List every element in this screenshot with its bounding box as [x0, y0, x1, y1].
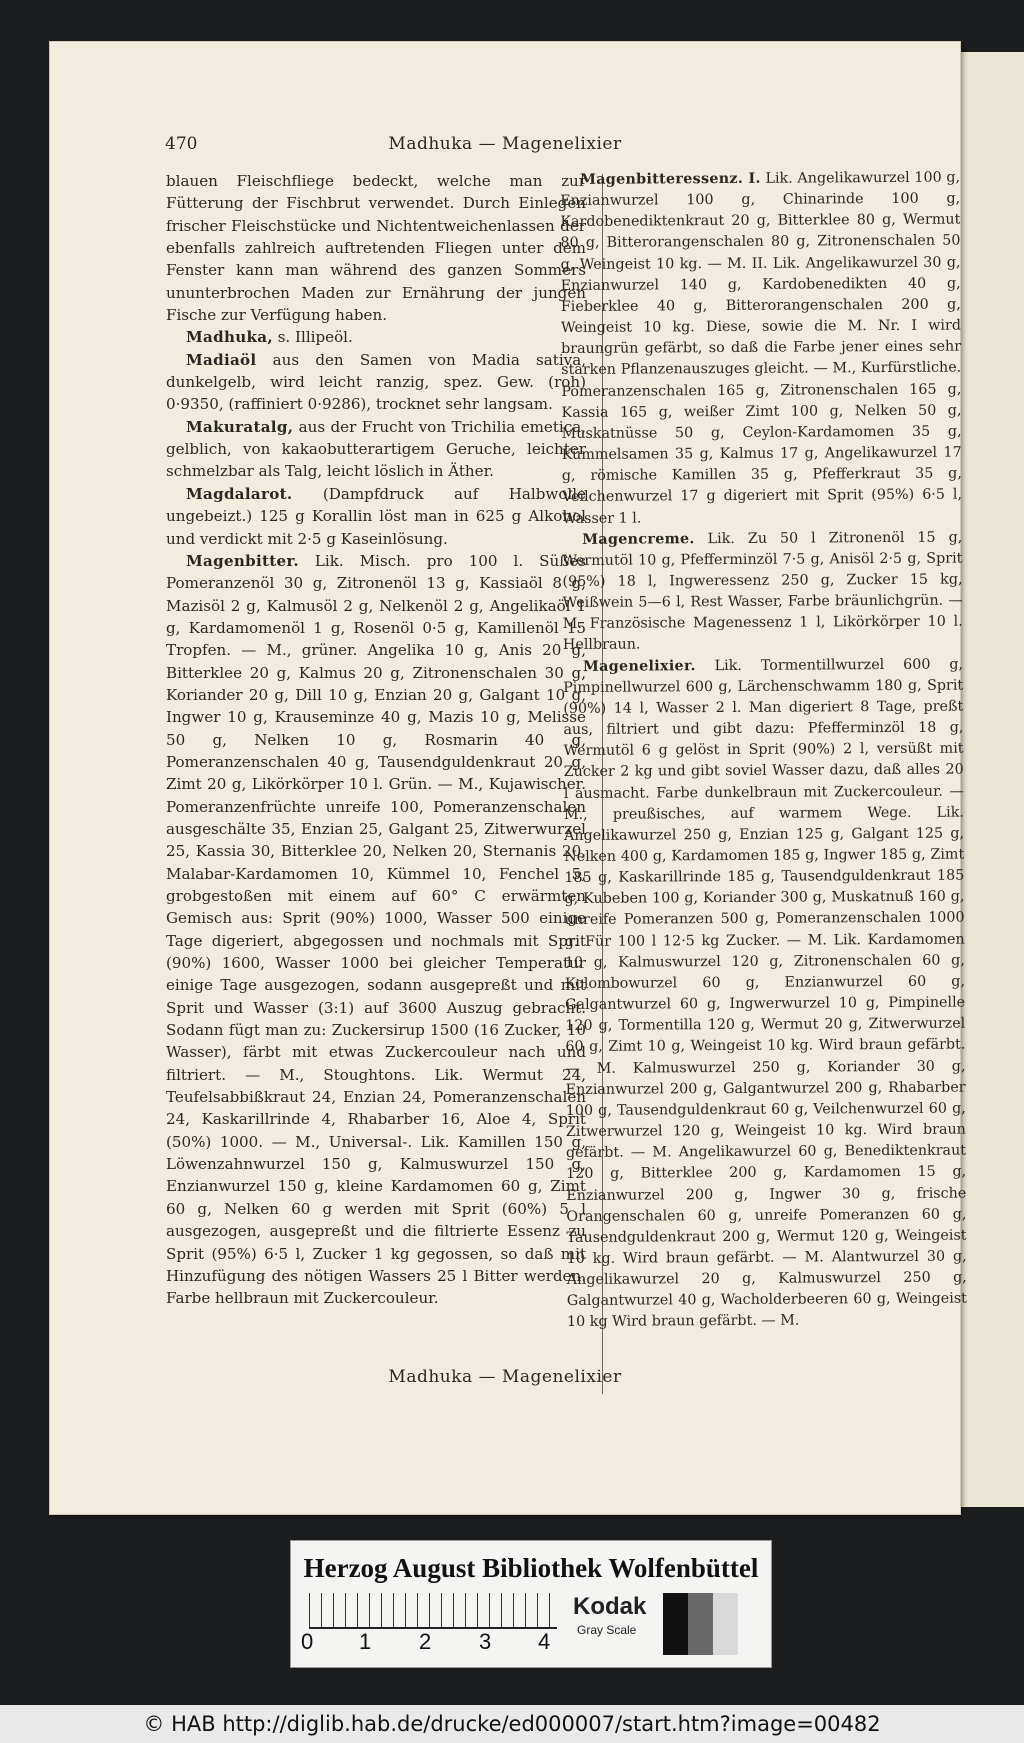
dictionary-entry	[560, 168, 962, 530]
ruler-numbers	[301, 1629, 581, 1655]
entry-lemma: Magencreme.	[582, 530, 695, 548]
gray-scale-label: Gray Scale	[577, 1623, 637, 1637]
gray-patch-light	[713, 1593, 738, 1655]
entry-text: aus der Frucht von Trichilia emetica, gelblich, von kakaobutterartigem Geruche, leichter schmelzbar als Talg, leicht löslich in Äther.	[166, 417, 586, 481]
page-footer: Madhuka — Magenelixier	[388, 1367, 622, 1387]
entry-lemma: Magenbitter.	[186, 551, 299, 570]
measurement-ruler	[309, 1593, 557, 1629]
library-name: Herzog August Bibliothek Wolfenbüttel	[303, 1553, 759, 1583]
entry-text: aus den Samen von Madia sativa, dunkelgelb, wird leicht ranzig, spez. Gew. (roh) 0·9350, (raffiniert 0·9286), trocknet sehr langsam.	[166, 350, 586, 414]
page-header	[50, 134, 960, 158]
entry-lemma: Magdalarot.	[186, 484, 293, 503]
entry-text: Lik. Zu 50 l Zitronenöl 15 g, Wermutöl 10 g, Pfefferminzöl 7·5 g, Anisöl 2·5 g, Sprit (95%) 18 l, Ingweressenz 250 g, Zucker 15 kg, Weißwein 5—6 l, Rest Wasser, Farbe bräunlichgrün. — M. Französische Magenessenz 1 l, Likörkörper 10 l. Hellbraun.	[562, 529, 963, 654]
entry-text: (Dampfdruck auf Halbwolle ungebeizt.) 125 g Korallin löst man in 625 g Alkohol und verdickt mit 2·5 g Kaseinlösung.	[166, 484, 586, 548]
kodak-logo: Kodak	[573, 1593, 647, 1620]
page-number: 470	[165, 134, 198, 154]
entry-text: Lik. Angelikawurzel 100 g, Enzianwurzel 100 g, Chinarinde 100 g, Kardobenediktenkraut 20 g, Bitterklee 80 g, Wermut 80 g, Bitterorangenschalen 80 g, Zitronenschalen 50 g, Weingeist 10 kg. — M. II. Lik. Angelikawurzel 30 g, Enzianwurzel 140 g, Kardobenedikten 40 g, Fieberklee 40 g, Bitterorangenschalen 200 g, Weingeist 10 kg. Diese, sowie die M. Nr. I wird braungrün gefärbt, so daß die Farbe jener eines sehr starken Pflanzenauszuges gleicht. — M., Kurfürstliche. Pomeranzenschalen 165 g, Zitronenschalen 165 g, Kassia 165 g, weißer Zimt 100 g, Nelken 50 g, Muskatnüsse 50 g, Ceylon-Kardamomen 35 g, Kümmelsamen 35 g, Kalmus 17 g, Angelikawurzel 17 g, römische Kamillen 35 g, Pfefferkraut 35 g, Veilchenwurzel 17 g digeriert mit Sprit (95%) 6·5 l, Wasser 1 l.	[560, 169, 963, 527]
library-color-card	[290, 1540, 772, 1668]
entry-lemma: Magenelixier.	[582, 657, 696, 675]
entry-text: s. Illipeöl.	[272, 328, 353, 347]
dictionary-entry	[562, 527, 963, 656]
entry-text: blauen Fleischfliege bedeckt, welche man zur Fütterung der Fischbrut verwendet. Durch Einlegen frischer Fleischstücke und Nichtentweichenlassen der ebenfalls zahlreich auftretenden Fliegen unter dem Fenster kann man während des ganzen Sommers ununterbrochen Maden zur Ernährung der jungen Fische zur Verfügung haben.	[166, 172, 586, 325]
next-page-edge	[958, 52, 1024, 1507]
entry-lemma: Madhuka,	[186, 328, 273, 347]
gray-patch-black	[663, 1593, 688, 1655]
source-url-bar: © HAB http://diglib.hab.de/drucke/ed000007/start.htm?image=00482	[0, 1705, 1024, 1743]
entry-lemma: Makuratalg,	[186, 417, 294, 436]
dictionary-entry	[166, 170, 586, 326]
ruler-number: 4	[538, 1629, 551, 1654]
running-title: Madhuka — Magenelixier	[388, 134, 622, 154]
entry-lemma: Magenbitteressenz. I.	[580, 170, 761, 188]
right-column	[560, 168, 967, 1334]
entry-text: Lik. Misch. pro 100 l. Süßes Pomeranzenöl 30 g, Zitronenöl 13 g, Kassiaöl 8 g, Mazisöl 2 g, Kalmusöl 2 g, Nelkenöl 2 g, Angelikaöl 1 g, Kardamomenöl 1 g, Rosenöl 0·5 g, Kamillenöl 15 Tropfen. — M., grüner. Angelika 10 g, Anis 20 g, Bitterklee 20 g, Kalmus 20 g, Zitronenschalen 30 g, Koriander 20 g, Dill 10 g, Enzian 20 g, Galgant 10 g, Ingwer 10 g, Krauseminze 40 g, Mazis 10 g, Melisse 50 g, Nelken 10 g, Rosmarin 40 g, Pomeranzenschalen 40 g, Tausendguldenkraut 20 g, Zimt 20 g, Likörkörper 10 l. Grün. — M., Kujawischer. Pomeranzenfrüchte unreife 100, Pomeranzenschalen ausgeschälte 35, Enzian 25, Galgant 25, Zitwerwurzel 25, Kassia 30, Bitterklee 20, Nelken 20, Sternanis 20, Malabar-Kardamomen 10, Kümmel 10, Fenchel 5, grobgestoßen mit einem auf 60° C erwärmten Gemisch aus: Sprit (90%) 1000, Wasser 500 einige Tage digeriert, abgegossen und nochmals mit Sprit (90%) 1600, Wasser 1000 bei gleicher Temperatur einige Tage ausgezogen, sodann ausgepreßt und mit Sprit und Wasser (3:1) auf 3600 Auszug gebracht. Sodann fügt man zu: Zuckersirup 1500 (16 Zucker, 10 Wasser), färbt mit etwas Zuckercouleur nach und filtriert. — M., Stoughtons. Lik. Wermut 24, Teufelsabbißkraut 24, Enzian 24, Pomeranzenschalen 24, Kaskarillrinde 4, Rhabarber 16, Aloe 4, Sprit (50%) 1000. — M., Universal-. Lik. Kamillen 150 g, Löwenzahnwurzel 150 g, Kalmuswurzel 150 g, Enzianwurzel 150 g, kleine Kardamomen 60 g, Zimt 60 g, Nelken 60 g werden mit Sprit (60%) 5 l ausgezogen, ausgepreßt und die filtrierte Essenz zu Sprit (95%) 6·5 l, Zucker 1 kg gegossen, so daß mit Hinzufügung des nötigen Wassers 25 l Bitter werden. Farbe hellbraun mit Zuckercouleur.	[166, 551, 586, 1308]
dictionary-entry	[166, 326, 586, 348]
ruler-number: 3	[479, 1629, 492, 1654]
ruler-number: 2	[419, 1629, 432, 1654]
gray-patch-mid	[688, 1593, 713, 1655]
book-page	[50, 42, 967, 1514]
dictionary-entry	[166, 416, 586, 483]
dictionary-entry	[563, 654, 967, 1333]
entry-text: Lik. Tormentillwurzel 600 g, Pimpinellwurzel 600 g, Lärchenschwamm 180 g, Sprit (90%) 14 l, Wasser 2 l. Man digeriert 8 Tage, preßt aus, filtriert und gibt dazu: Pfefferminzöl 18 g, Wermutöl 6 g gelöst in Sprit (90%) 2 l, versüßt mit Zucker 2 kg und gibt soviel Wasser dazu, daß alles 20 l ausmacht. Farbe dunkelbraun mit Zuckercouleur. — M., preußisches, auf warmem Wege. Lik. Angelikawurzel 250 g, Enzian 125 g, Galgant 125 g, Nelken 400 g, Kardamomen 185 g, Ingwer 185 g, Zimt 185 g, Kaskarillrinde 185 g, Tausendguldenkraut 185 g, Kubeben 100 g, Koriander 300 g, Muskatnuß 160 g, unreife Pomeranzen 500 g, Pomeranzenschalen 1000 g. Für 100 l 12·5 kg Zucker. — M. Lik. Kardamomen 10 g, Kalmuswurzel 120 g, Zitronenschalen 60 g, Kolombowurzel 60 g, Enzianwurzel 60 g, Galgantwurzel 60 g, Ingwerwurzel 10 g, Pimpinelle 120 g, Tormentilla 120 g, Wermut 20 g, Zitwerwurzel 60 g, Zimt 10 g, Weingeist 10 kg. Wird braun gefärbt. — M. Kalmuswurzel 250 g, Koriander 30 g, Enzianwurzel 200 g, Galgantwurzel 200 g, Rhabarber 100 g, Tausendguldenkraut 60 g, Veilchenwurzel 60 g, Zitwerwurzel 120 g, Weingeist 10 kg. Wird braun gefärbt. — M. Angelikawurzel 60 g, Benediktenkraut 120 g, Bitterklee 200 g, Kardamomen 15 g, Enzianwurzel 200 g, Ingwer 30 g, frische Orangenschalen 60 g, unreife Pomeranzen 60 g, Tausendguldenkraut 200 g, Wermut 120 g, Weingeist 10 kg. Wird braun gefärbt. — M. Alantwurzel 30 g, Angelikawurzel 20 g, Kalmuswurzel 250 g, Galgantwurzel 40 g, Wacholderbeeren 60 g, Weingeist 10 kg Wird braun gefärbt. — M.	[563, 656, 967, 1331]
entry-lemma: Madiaöl	[186, 350, 257, 369]
dictionary-entry	[166, 349, 586, 416]
ruler-number: 1	[359, 1629, 372, 1654]
dictionary-entry	[166, 483, 586, 550]
dictionary-entry	[166, 550, 586, 1310]
left-column	[166, 170, 586, 1310]
ruler-number: 0	[301, 1629, 314, 1654]
